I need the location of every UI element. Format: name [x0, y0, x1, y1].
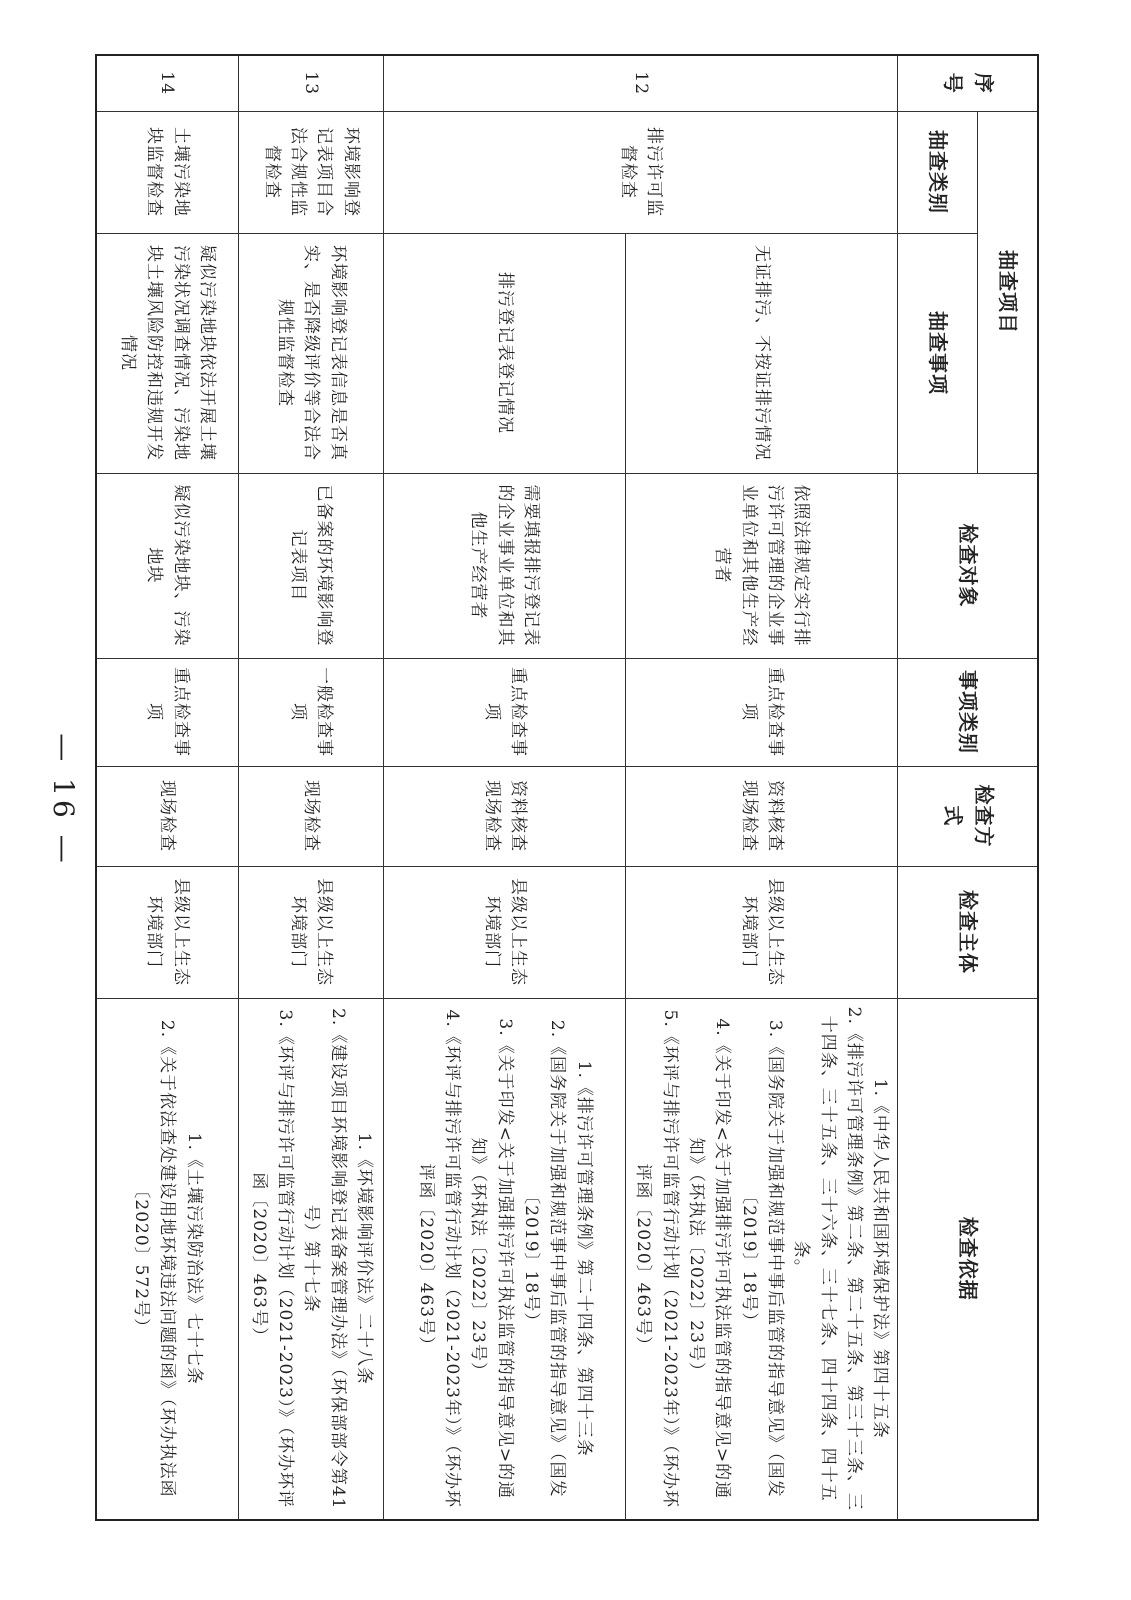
row-item: 疑似污染地块依法开展土壤污染状况调查情况、污染地块土壤风险防控和违规开发情况: [96, 233, 239, 473]
header-method: 检查方式: [898, 766, 1038, 866]
row-object: 疑似污染地块、污染地块: [96, 473, 239, 658]
basis-line: 4.《环评与排污许可监管行动计划（2021-2023年）》（环办环评函〔2020〕463号）: [415, 1009, 463, 1508]
header-item: 抽查事项: [898, 233, 978, 473]
basis-line: 2.《建设项目环境影响登记表备案管理办法》（环保部部令第41号）第十七条: [301, 1008, 348, 1510]
row-type: 重点检查事项: [384, 658, 626, 766]
header-object: 检查对象: [898, 473, 1038, 658]
row-object: 已备案的环境影响登记表项目: [239, 473, 384, 658]
table-row: [96, 55, 239, 1520]
row-basis: [96, 998, 239, 1520]
table-row: [239, 55, 384, 1520]
basis-line: 3.《国务院关于加强和规范事中事后监管的指导意见》（国发〔2019〕18号）: [738, 1019, 786, 1498]
header-no: 序号: [898, 55, 1038, 111]
inspection-table: [95, 54, 1039, 1521]
row-category: 环境影响登记表项目合法合规性监督检查: [239, 111, 384, 233]
row-no: 14: [96, 55, 239, 111]
basis-line: 3.《关于印发<关于加强排污许可执法监管的指导意见>的通知》（环执法〔2022〕23号）: [468, 1018, 515, 1500]
method-line: 现场检查: [738, 780, 759, 852]
row-object: 依照法律规定实行排污许可管理的企业事业单位和其他生产经营者: [626, 473, 898, 658]
header-basis: 检查依据: [898, 998, 1038, 1520]
table-row: [626, 55, 898, 1520]
basis-line: 1.《环境影响评价法》二十八条: [353, 1132, 374, 1385]
basis-line: 1.《排污许可管理条例》第二十四条、第四十三条: [573, 1060, 594, 1457]
row-subject: 县级以上生态环境部门: [626, 866, 898, 998]
basis-line: 4.《关于印发<关于加强排污许可执法监管的指导意见>的通知》（环执法〔2022〕23号）: [686, 1018, 733, 1500]
row-method: [626, 766, 898, 866]
basis-line: 5.《环评与排污许可监管行动计划（2021-2023年）》（环办环评函〔2020〕463号）: [633, 1009, 680, 1508]
method-line: 资料核查: [765, 780, 786, 852]
basis-line: 2.《排污许可管理条例》第二条、第二十五条、第三十三条、三十四条、三十五条、三十六条、三十七条、四十四条、四十五条。: [791, 1006, 865, 1511]
table-row: [384, 55, 626, 1520]
header-type: 事项类别: [898, 658, 1038, 766]
row-no: 13: [239, 55, 384, 111]
row-method: [384, 766, 626, 866]
row-item: 排污登记表登记情况: [384, 233, 626, 473]
row-item: 环境影响登记表信息是否真实、是否降级评价等合法合规性监督检查: [239, 233, 384, 473]
row-method: 现场检查: [96, 766, 239, 866]
row-subject: 县级以上生态环境部门: [96, 866, 239, 998]
row-subject: 县级以上生态环境部门: [239, 866, 384, 998]
row-item: 无证排污、不按证排污情况: [626, 233, 898, 473]
header-project: 抽查项目: [978, 111, 1038, 473]
header-category: 抽查类别: [898, 111, 978, 233]
basis-line: 1.《中华人民共和国环境保护法》第四十五条: [870, 1078, 891, 1439]
row-category: 排污许可监督检查: [384, 111, 898, 233]
row-type: 重点检查事项: [96, 658, 239, 766]
row-category: 土壤污染地块监督检查: [96, 111, 239, 233]
basis-line: 2.《关于依法查处建设用地环境违法问题的函》（环办执法函〔2020〕572号）: [131, 1019, 178, 1498]
row-subject: 县级以上生态环境部门: [384, 866, 626, 998]
basis-line: 3.《环评与排污许可监管行动计划（2021-2023）》（环办环评函〔2020〕463号）: [248, 1009, 295, 1508]
header-subject: 检查主体: [898, 866, 1038, 998]
method-line: 资料核查: [507, 780, 528, 852]
row-basis: [384, 998, 626, 1520]
row-object: 需要填报排污登记表的企业事业单位和其他生产经营者: [384, 473, 626, 658]
row-basis: [239, 998, 384, 1520]
row-type: 一般检查事项: [239, 658, 384, 766]
row-type: 重点检查事项: [626, 658, 898, 766]
header-row-1: [978, 55, 1038, 1520]
basis-line: 1.《土壤污染防治法》七十七条: [183, 1132, 204, 1385]
row-method: 现场检查: [239, 766, 384, 866]
method-line: 现场检查: [481, 780, 502, 852]
row-basis: [626, 998, 898, 1520]
page-number: — 16 —: [47, 733, 80, 867]
row-no: 12: [384, 55, 898, 111]
basis-line: 2.《国务院关于加强和规范事中事后监管的指导意见》（国发〔2019〕18号）: [521, 1019, 568, 1498]
